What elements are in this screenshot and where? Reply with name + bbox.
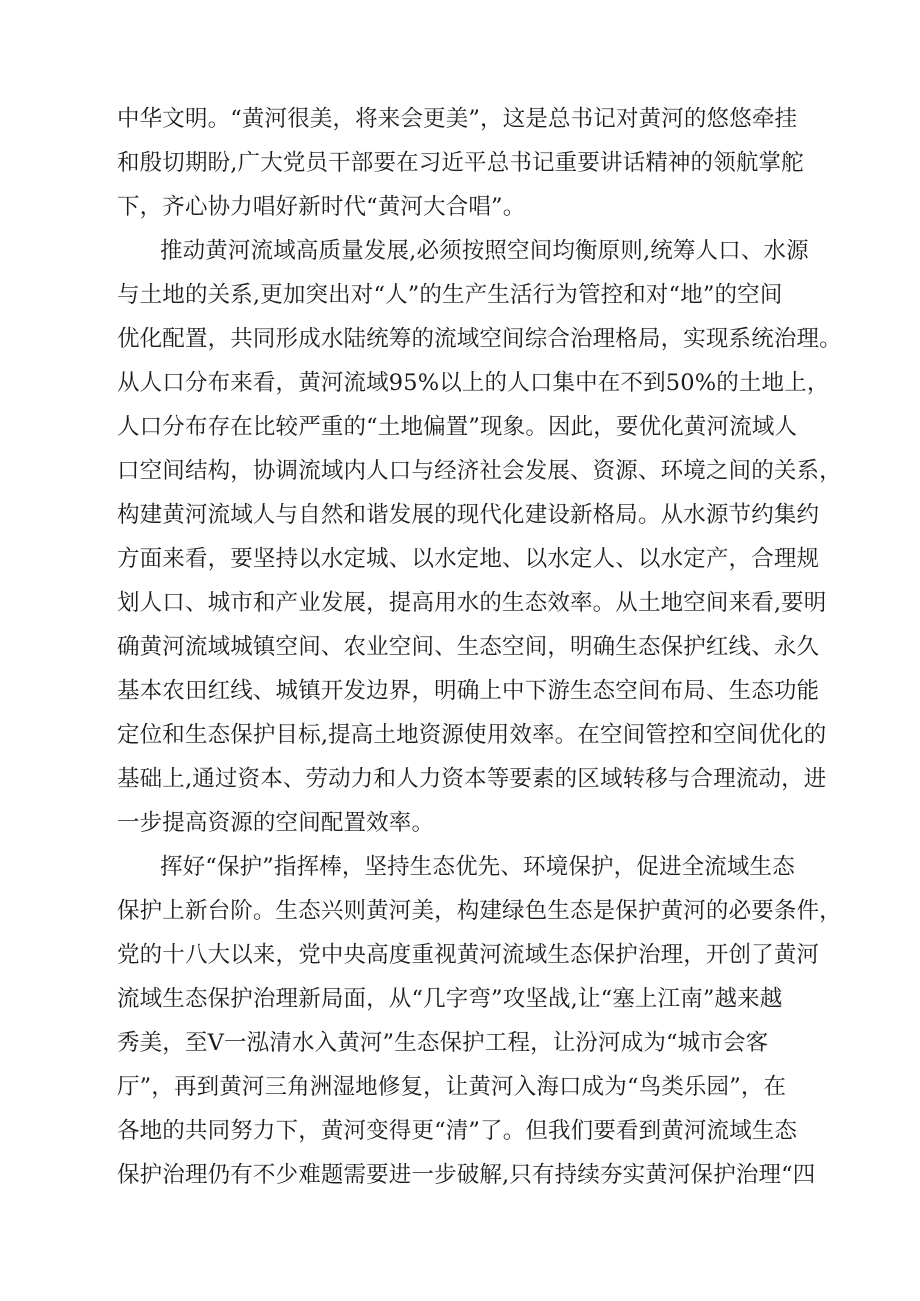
text-line: 保护上新台阶。生态兴则黄河美，构建绿色生态是保护黄河的必要条件，: [117, 898, 842, 924]
text-line: 定位和生态保护目标,提高土地资源使用效率。在空间管控和空间优化的: [117, 722, 827, 748]
text-line: 党的十八大以来，党中央高度重视黄河流域生态保护治理，开创了黄河: [117, 942, 820, 968]
text-line: 划人口、城市和产业发展，提高用水的生态效率。从土地空间来看,要明: [117, 590, 827, 616]
text-line: 秀美，至V一泓清水入黄河”生态保护工程，让汾河成为“城市会客: [117, 1030, 769, 1056]
text-line: 中华文明。“黄河很美，将来会更美”，这是总书记对黄河的悠悠牵挂: [117, 106, 798, 132]
text-line: 构建黄河流域人与自然和谐发展的现代化建设新格局。从水源节约集约: [117, 502, 820, 528]
text-line: 厅”，再到黄河三角洲湿地修复，让黄河入海口成为“鸟类乐园”，在: [117, 1074, 787, 1100]
text-line: 人口分布存在比较严重的“土地偏置”现象。因此，要优化黄河流域人: [117, 414, 798, 440]
text-line: 基础上,通过资本、劳动力和人力资本等要素的区域转移与合理流动，进: [117, 766, 827, 792]
paragraph-first-line: 挥好“保护”指挥棒，坚持生态优先、环境保护，促进全流域生态: [160, 854, 795, 880]
text-line: 保护治理仍有不少难题需要进一步破解,只有持续夯实黄河保护治理“四: [117, 1162, 816, 1188]
text-line: 优化配置，共同形成水陆统筹的流域空间综合治理格局，实现系统治理。: [117, 326, 842, 352]
text-line: 基本农田红线、城镇开发边界，明确上中下游生态空间布局、生态功能: [117, 678, 820, 704]
text-line: 一步提高资源的空间配置效率。: [117, 810, 435, 836]
text-line: 流域生态保护治理新局面，从“几字弯”攻坚战,让“塞上江南”越来越: [117, 986, 783, 1012]
text-line: 口空间结构，协调流域内人口与经济社会发展、资源、环境之间的关系，: [117, 458, 842, 484]
text-line: 和殷切期盼,广大党员干部要在习近平总书记重要讲话精神的领航掌舵: [117, 150, 804, 176]
text-line: 确黄河流域城镇空间、农业空间、生态空间，明确生态保护红线、永久: [117, 634, 820, 660]
text-line: 方面来看，要坚持以水定城、以水定地、以水定人、以水定产，合理规: [117, 546, 820, 572]
text-line: 各地的共同努力下，黄河变得更“清”了。但我们要看到黄河流域生态: [117, 1118, 798, 1144]
text-line: 下，齐心协力唱好新时代“黄河大合唱”。: [117, 194, 526, 220]
text-line: 与土地的关系,更加突出对“人”的生产生活行为管控和对“地”的空间: [117, 282, 783, 308]
paragraph-first-line: 推动黄河流域高质量发展,必须按照空间均衡原则,统筹人口、水源: [160, 238, 809, 264]
text-line: 从人口分布来看，黄河流域95%以上的人口集中在不到50%的土地上，: [117, 370, 830, 396]
